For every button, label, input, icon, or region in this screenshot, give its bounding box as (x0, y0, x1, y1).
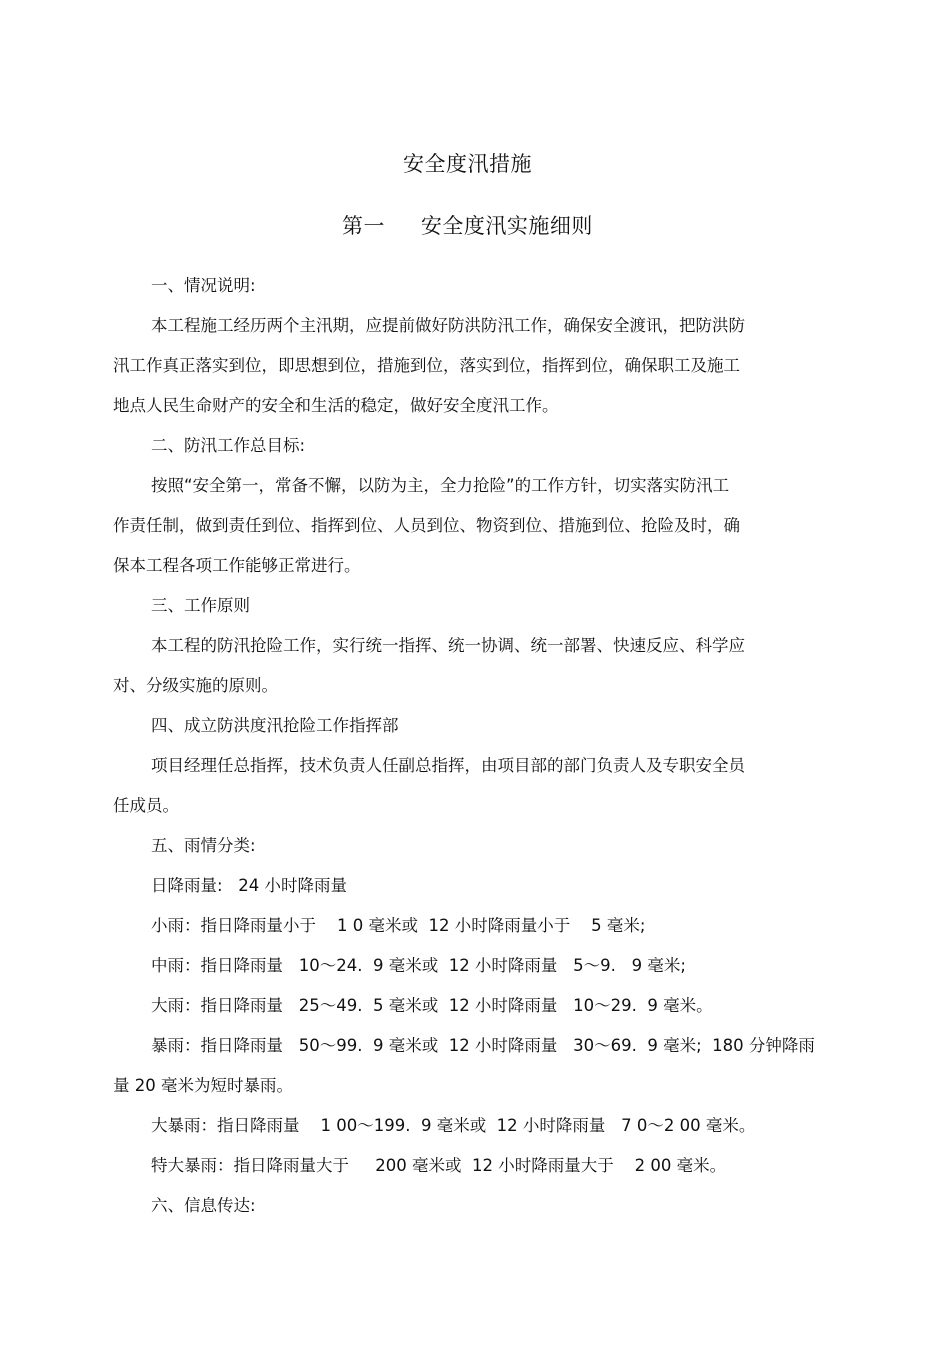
paragraph-line: 任成员。 (113, 796, 179, 815)
heading-situation: 一、情况说明: (151, 276, 256, 295)
rain-definition-extreme-storm: 特大暴雨：指日降雨量大于 200 毫米或 12 小时降雨量大于 2 00 毫米。 (151, 1156, 727, 1175)
heading-goal: 二、防汛工作总目标: (151, 436, 306, 455)
paragraph-line: 地点人民生命财产的安全和生活的稳定，做好安全度汛工作。 (113, 396, 559, 415)
heading-information: 六、信息传达: (151, 1196, 256, 1215)
paragraph-line: 按照“安全第一，常备不懈，以防为主，全力抢险”的工作方针，切实落实防汛工 (151, 476, 730, 495)
paragraph-line: 本工程施工经历两个主汛期，应提前做好防洪防汛工作，确保安全渡讯，把防洪防 (151, 316, 745, 335)
document-title: 安全度汛措施 (403, 152, 532, 176)
paragraph-line: 项目经理任总指挥，技术负责人任副总指挥，由项目部的部门负责人及专职安全员 (151, 756, 745, 775)
heading-rain-classification: 五、雨情分类: (151, 836, 256, 855)
paragraph-line: 作责任制，做到责任到位、指挥到位、人员到位、物资到位、措施到位、抢险及时，确 (113, 516, 740, 535)
paragraph-line: 对、分级实施的原则。 (113, 676, 278, 695)
rain-definition-moderate: 中雨：指日降雨量 10～24. 9 毫米或 12 小时降雨量 5～9. 9 毫米; (151, 956, 686, 975)
heading-command: 四、成立防洪度汛抢险工作指挥部 (151, 716, 399, 735)
heading-principles: 三、工作原则 (151, 596, 250, 615)
rain-definition-storm: 暴雨：指日降雨量 50～99. 9 毫米或 12 小时降雨量 30～69. 9 毫米; 180 分钟降雨 (151, 1036, 815, 1055)
rain-definition-daily: 日降雨量: 24 小时降雨量 (151, 876, 348, 895)
paragraph-line: 量 20 毫米为短时暴雨。 (113, 1076, 293, 1095)
rain-definition-heavy: 大雨：指日降雨量 25～49. 5 毫米或 12 小时降雨量 10～29. 9 毫米。 (151, 996, 713, 1015)
rain-definition-light: 小雨：指日降雨量小于 1 0 毫米或 12 小时降雨量小于 5 毫米; (151, 916, 646, 935)
section-title: 第一 安全度汛实施细则 (342, 214, 593, 238)
paragraph-line: 保本工程各项工作能够正常进行。 (113, 556, 361, 575)
paragraph-line: 汛工作真正落实到位，即思想到位，措施到位，落实到位，指挥到位，确保职工及施工 (113, 356, 740, 375)
rain-definition-heavy-storm: 大暴雨：指日降雨量 1 00～199. 9 毫米或 12 小时降雨量 7 0～2 00 毫米。 (151, 1116, 756, 1135)
paragraph-line: 本工程的防汛抢险工作，实行统一指挥、统一协调、统一部署、快速反应、科学应 (151, 636, 745, 655)
